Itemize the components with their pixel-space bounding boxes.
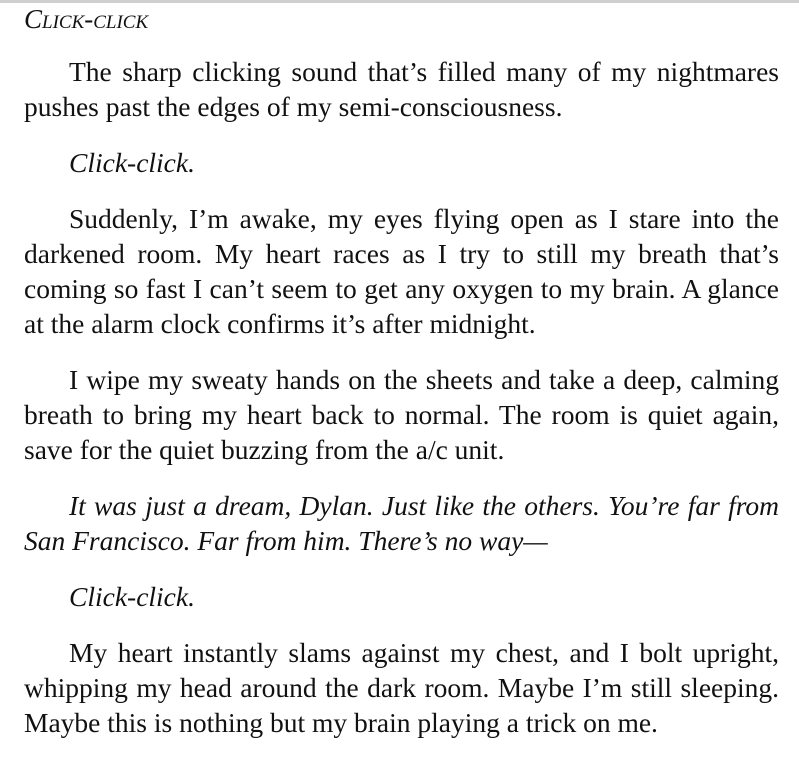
paragraph-1: The sharp clicking sound that’s filled many of my nightmares pushes past the edges of my semi-consciousness. <box>24 56 779 122</box>
paragraph-3: Suddenly, I’m awake, my eyes flying open as I stare into the darkened room. My heart races as I try to still my breath that’s coming so fast I can’t seem to get any oxygen to my brain. A glance at the alarm clock confirms it’s after midnight. <box>24 203 779 339</box>
paragraph-5: It was just a dream, Dylan. Just like the others. You’re far from San Francisco. Far from him. There’s no way— <box>24 490 779 556</box>
book-page <box>24 4 779 761</box>
section-heading: Click-click <box>24 4 149 34</box>
paragraph-4: I wipe my sweaty hands on the sheets and take a deep, calming breath to bring my heart back to normal. The room is quiet again, save for the quiet buzzing from the a/c unit. <box>24 364 779 465</box>
top-border <box>0 0 799 3</box>
paragraph-6: Click-click. <box>69 581 195 612</box>
paragraph-2: Click-click. <box>69 147 195 178</box>
paragraph-7: My heart instantly slams against my chest, and I bolt upright, whipping my head around the dark room. Maybe I’m still sleeping. Maybe this is nothing but my brain playing a trick on me. <box>24 637 779 738</box>
